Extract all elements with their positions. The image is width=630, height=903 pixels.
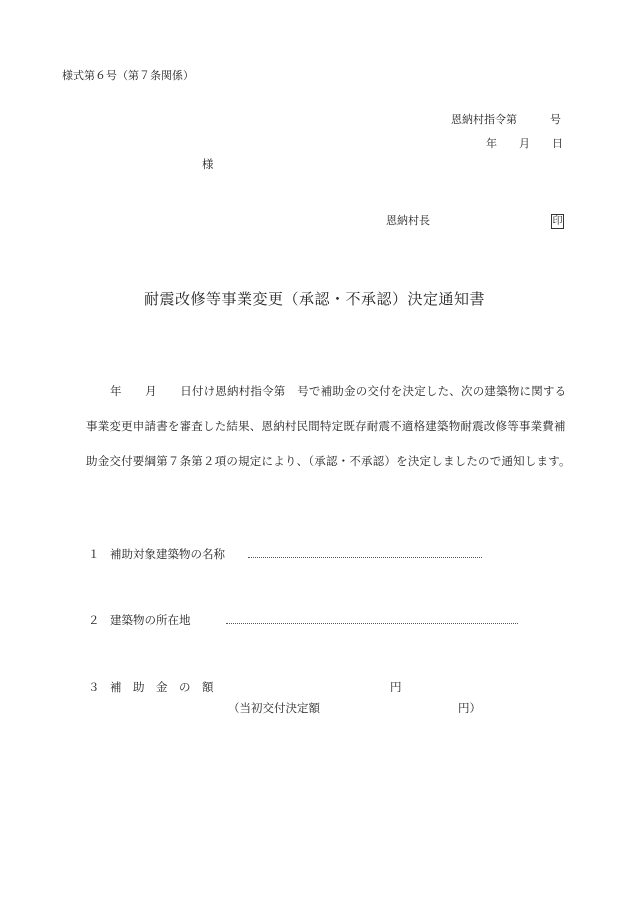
initial-amount-open: （当初交付決定額: [228, 701, 320, 715]
item-2-fill-line: [226, 623, 518, 624]
issue-date: 年 月 日: [486, 137, 563, 150]
item-3-unit: 円: [390, 680, 402, 694]
body-line-3: 助金交付要綱第７条第２項の規定により、（承認・不承認）を決定しましたので通知します。: [86, 454, 571, 468]
seal-label: 印: [552, 216, 563, 227]
body-line-1: 年 月 日付け恩納村指令第 号で補助金の交付を決定した、次の建築物に関する: [110, 384, 567, 398]
form-number: 様式第６号（第７条関係）: [62, 69, 194, 82]
addressee-suffix: 様: [202, 157, 214, 171]
item-3-number: ３: [88, 680, 100, 694]
item-1-fill-line: [248, 557, 482, 558]
body-line-2: 事業変更申請書を審査した結果、恩納村民間特定既存耐震不適格建築物耐震改修等事業費補: [86, 419, 566, 433]
document-title: 耐震改修等事業変更（承認・不承認）決定通知書: [144, 290, 486, 308]
item-1-number: １: [88, 547, 100, 561]
item-3-label: 補 助 金 の 額: [110, 680, 214, 694]
item-2-number: ２: [88, 613, 100, 627]
item-2-label: 建築物の所在地: [110, 613, 191, 627]
issuer-name: 恩納村長: [386, 214, 430, 227]
initial-amount-close: 円）: [458, 701, 481, 715]
seal-mark: [551, 209, 564, 229]
item-1-label: 補助対象建築物の名称: [110, 547, 225, 561]
reference-number: 恩納村指令第 号: [451, 113, 561, 126]
